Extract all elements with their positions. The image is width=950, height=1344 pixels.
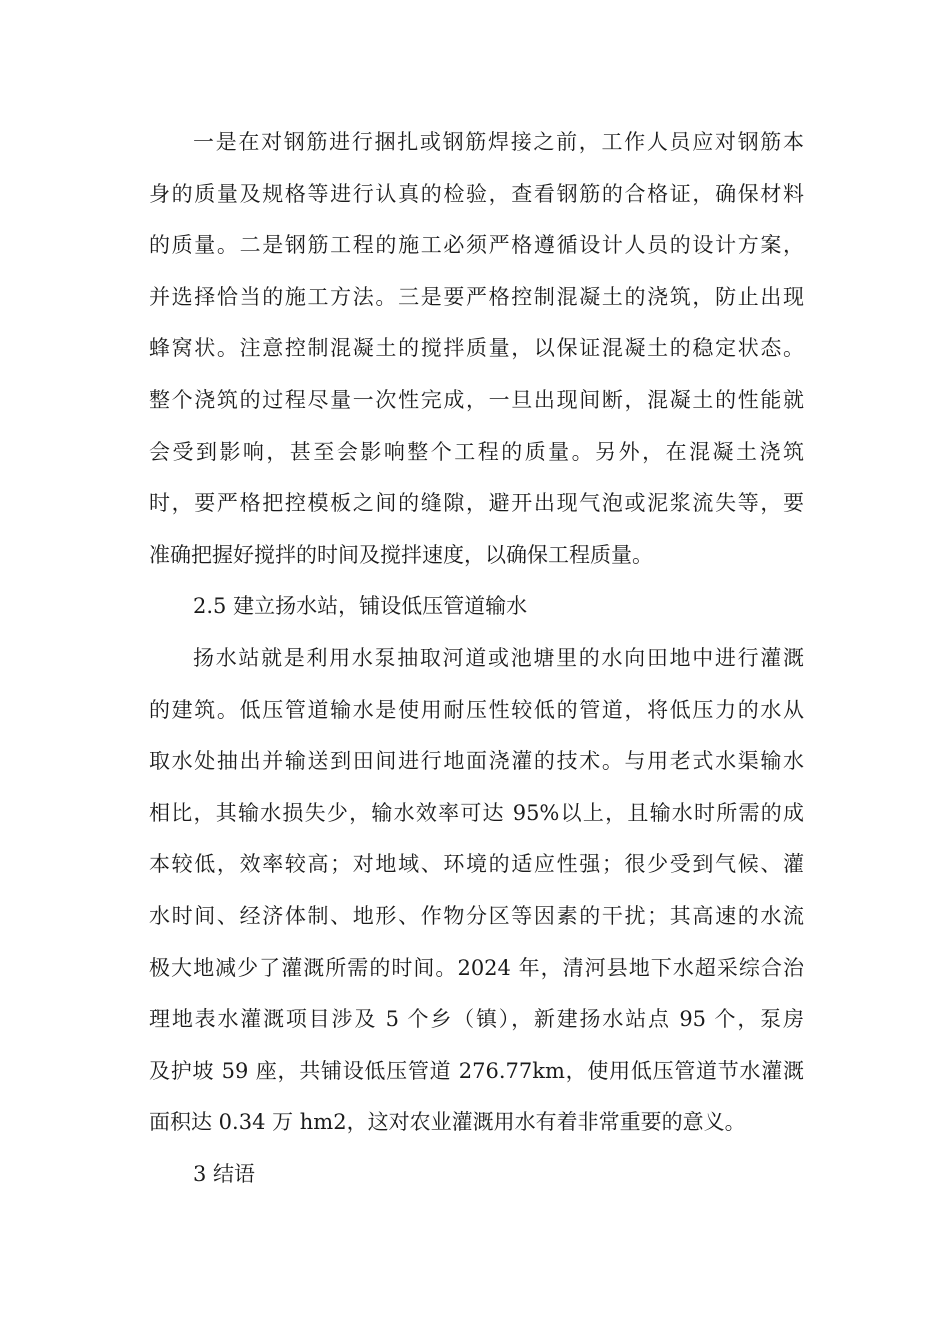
text-line: 及护坡 59 座，共铺设低压管道 276.77km，使用低压管道节水灌溉: [149, 1058, 804, 1083]
text-line: 身的质量及规格等进行认真的检验，查看钢筋的合格证，确保材料: [149, 181, 804, 206]
text-line: 一是在对钢筋进行捆扎或钢筋焊接之前，工作人员应对钢筋本: [193, 130, 804, 154]
text-line: 的建筑。低压管道输水是使用耐压性较低的管道，将低压力的水从: [149, 697, 804, 722]
text-line: 水时间、经济体制、地形、作物分区等因素的干扰；其高速的水流: [149, 903, 804, 928]
heading-text: 2.5 建立扬水站，铺设低压管道输水: [193, 594, 528, 619]
text-line: 蜂窝状。注意控制混凝土的搅拌质量，以保证混凝土的稳定状态。: [149, 336, 804, 361]
text-line: 并选择恰当的施工方法。三是要严格控制混凝土的浇筑，防止出现: [149, 284, 804, 309]
text-line: 扬水站就是利用水泵抽取河道或池塘里的水向田地中进行灌溉: [193, 645, 804, 670]
text-line: 的质量。二是钢筋工程的施工必须严格遵循设计人员的设计方案，: [149, 233, 804, 258]
document-body: [149, 117, 804, 1200]
text-line: 取水处抽出并输送到田间进行地面浇灌的技术。与用老式水渠输水: [149, 749, 804, 774]
heading-text: 3 结语: [193, 1161, 256, 1186]
text-line: 相比，其输水损失少，输水效率可达 95%以上，且输水时所需的成: [149, 800, 804, 825]
text-line: 极大地减少了灌溉所需的时间。2024 年，清河县地下水超采综合治: [149, 955, 804, 980]
text-line: 时，要严格把控模板之间的缝隙，避开出现气泡或泥浆流失等，要: [149, 491, 804, 516]
text-line: 本较低，效率较高；对地域、环境的适应性强；很少受到气候、灌: [149, 852, 804, 877]
text-line: 准确把握好搅拌的时间及搅拌速度，以确保工程质量。: [149, 542, 653, 567]
section-heading-3: [149, 1149, 804, 1201]
text-line: 整个浇筑的过程尽量一次性完成，一旦出现间断，混凝土的性能就: [149, 387, 804, 412]
text-line: 面积达 0.34 万 hm2，这对农业灌溉用水有着非常重要的意义。: [149, 1110, 746, 1135]
text-line: 理地表水灌溉项目涉及 5 个乡（镇），新建扬水站点 95 个，泵房: [149, 1007, 804, 1032]
text-line: 会受到影响，甚至会影响整个工程的质量。另外，在混凝土浇筑: [149, 439, 804, 464]
section-heading-2-5: [149, 581, 804, 633]
paragraph-rebar-concrete-quality: [149, 117, 804, 581]
paragraph-pumping-station: [149, 633, 804, 1149]
